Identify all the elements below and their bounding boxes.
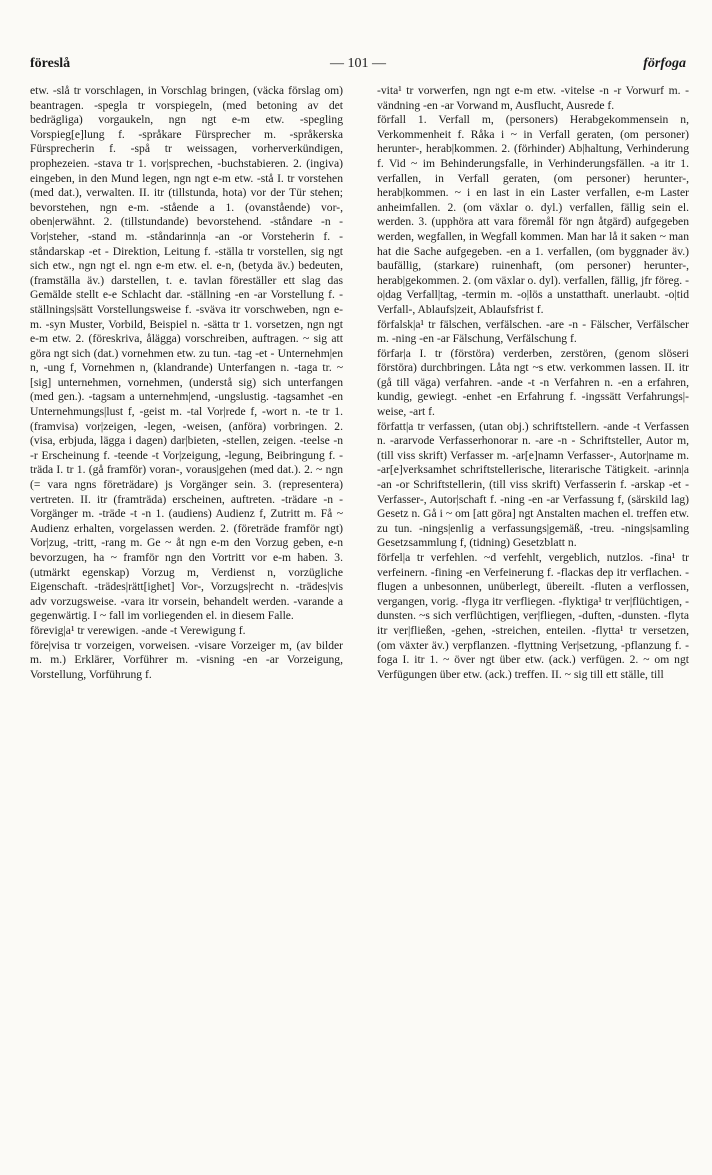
dictionary-entry: förfel|a tr verfehlen. ~d verfehlt, vergeblich, nutzlos. -fina¹ tr verfeinern. -fining -en Verfeinerung f. -flackas dep itr verflachen. -flugen a unbesonnen, unüberlegt, übereilt. -fluten a verflossen, vergangen, vorig. -flyga itr verfliegen. -flyktiga¹ tr ver|flüchtigen, -dunsten. ~s sich verflüchtigen, ver|fliegen, -duften, -dunsten. -flyta itr ver|fließen, -gehen, -streichen, enteilen. -flytta¹ tr versetzen, (om växter äv.) verpflanzen. -flyttning Ver|setzung, -pflanzung f. -foga I. itr 1. ~ över ngt über etw. (ack.) verfügen. 2. ~ om ngt Verfügungen über etw. (ack.) treffen. II. ~ sig till ett ställe, till [377, 551, 689, 681]
running-header [30, 56, 686, 82]
dictionary-entry: före|visa tr vorzeigen, vorweisen. -visare Vorzeiger m, (av bilder m. m.) Erklärer, Vorführer m. -visning -en -ar Vorzeigung, Vorstellung, Vorführung f. [30, 638, 343, 681]
page-number: — 101 — [330, 56, 386, 71]
dictionary-entry: förfalsk|a¹ tr fälschen, verfälschen. -are -n - Fälscher, Verfälscher m. -ning -en -ar Fälschung, Verfälschung f. [377, 317, 689, 346]
dictionary-entry: etw. -slå tr vorschlagen, in Vorschlag bringen, (väcka förslag om) beantragen. -spegla tr vorspiegeln, (med betoning av det bedrägliga) vorgaukeln, ngn ngt e-m etw. -spegling Vorspieg[e]lung f. -språkare Fürsprecher m. -språkerska Fürsprecherin f. -spå tr weissagen, vorherverkündigen, prophezeien. -stava tr 1. vor|sprechen, -buchstabieren. 2. (ingiva) eingeben, in den Mund legen, ngn ngt e-m etw. -stå I. tr vorstehen (med dat.), verwalten. II. itr (tillstunda, hota) vor der Tür stehen; bevorstehen, ngn e-m. -stående a 1. (ovanstående) vor-, oben|erwähnt. 2. (tillstundande) bevorstehend. -ståndare -n - Vor|steher, -stand m. -ståndarinn|a -an -or Vorsteherin f. -ståndarskap -et - Direktion, Leitung f. -ställa tr vorstellen, sig ngt sich etw., ngn ngt el. ngn e-m etw. el. e-n, (betyda äv.) bedeuten, (framställa äv.) darstellen, t. e. tavlan föreställer ett slag das Gemälde stellt e-e Schlacht dar. -ställning -en -ar Vorstellung f. -ställnings|sätt Vorstellungsweise f. -sväva itr vorschweben, ngn e-m. -syn Muster, Vorbild, Beispiel n. -sätta tr 1. vorsetzen, ngn ngt e-m etw. 2. (föreskriva, ålägga) vorschreiben, auftragen. ~ sig att göra ngt sich (dat.) vornehmen etw. zu tun. -tag -et - Unternehm|en n, -ung f, Vornehmen n, (klandrande) Unterfangen n. -taga tr. ~ [sig] unternehmen, vornehmen, (understå sig) sich unterfangen (med gen.). -tagsam a unternehm|end, -ungslustig. -tagsamhet -en Unternehmungs|lust f, -geist m. -tal Vor|rede f, -wort n. -te tr 1. (framvisa) vor|zeigen, -legen, -weisen, (anföra) vorbringen. 2. (visa, erbjuda, lägga i dagen) dar|bieten, -stellen, zeigen. -teelse -n -r Erscheinung f. -teende -t Vor|zeigung, -legung, Beibringung f. -träda I. tr 1. (gå framför) voran-, voraus|gehen (med dat.). 2. ~ ngn (= vara ngns företrädare) js Vorgänger sein. 3. (representera) vertreten. II. itr (framträda) erscheinen, auftreten. -trädare -n - Vorgänger m. -träde -t -n 1. (audiens) Audienz f, Zutritt m. Få ~ Audienz erhalten, vorgelassen werden. 2. (företräde framför ngt) Vor|zug, -tritt, -rang m. Ge ~ åt ngn e-m den Vorzug geben, e-n bevorzugen, ha ~ framför ngn den Vortritt vor e-m haben. 3. (utmärkt egenskap) Vorzug m, Verdienst n, vorzügliche Eigenschaft. -trädes|rätt[ighet] Vor-, Vorzugs|recht n. -trädes|vis adv vorzugsweise. -vara itr vorsein, behandelt werden. -varande a gegenwärtig. I ~ fall im vorliegenden el. in diesem Falle. [30, 84, 343, 623]
left-column [30, 84, 343, 682]
right-headword: förfoga [643, 56, 686, 71]
dictionary-entry: förfar|a I. tr (förstöra) verderben, zerstören, (genom slöseri förstöra) durchbringen. Låta ngt ~s etw. verkommen lassen. II. itr (gå till väga) verfahren. -ande -t -n Verfahren n. -en a erfahren, kundig, gewiegt. -enhet -en Erfahrung f. -ingssätt Verfahrungs|-weise, -art f. [377, 346, 689, 419]
left-headword: föreslå [30, 56, 71, 71]
dictionary-entry: förevig|a¹ tr verewigen. -ande -t Verewigung f. [30, 623, 246, 637]
dictionary-entry: författ|a tr verfassen, (utan obj.) schriftstellern. -ande -t Verfassen n. -ararvode Verfasserhonorar n. -are -n - Schriftsteller, Autor m, (till viss skrift) Verfasser m. -ar[e]namn Verfasser-, Autor|name m. -ar[e]verksamhet schriftstellerische, literarische Tätigkeit. -arinn|a -an -or Schriftstellerin, (till viss skrift) Verfasserin f. -arskap -et - Verfasser-, Autor|schaft f. -ning -en -ar Verfassung f, (särskild lag) Gesetz n. Gå i ~ om [att göra] ngt Anstalten machen el. treffen etw. zu tun. -nings|enlig a verfassungs|gemäß, -treu. -nings|samling Gesetzsammlung f, (tidning) Gesetzblatt n. [377, 419, 689, 550]
dictionary-entry: förfall 1. Verfall m, (personers) Herabgekommensein n, Verkommenheit f. Råka i ~ in Verfall geraten, (om personer) herunter-, herab|kommen. 2. (förhinder) Ab|haltung, Verhinderung f. Vid ~ im Behinderungsfalle, in Verhinderungsfällen. -a itr 1. verfallen, in Verfall geraten, (om personer) herunter-, herab|kommen. ~ i en last in ein Laster verfallen, e-m Laster anheimfallen. 2. (om växlar o. dyl.) verfallen, fällig sein el. werden. 3. (upphöra att vara föremål för ngn åtgärd) aufgegeben werden, wegfallen, in Wegfall kommen. Man har lå it saken ~ man hat die Sache aufgegeben. -en a 1. verfallen, (om byggnader äv.) baufällig, (starkare) ruinenhaft, (om personer) herunter-, herab|gekommen. 2. (om växlar o. dyl). verfallen, fällig, jfr föreg. -o|dag Verfall|tag, -termin m. -o|lös a unstatthaft. unerlaubt. -o|tid Verfall-, Ablaufs|zeit, Ablaufsfrist f. [377, 113, 689, 316]
dictionary-entry: -vita¹ tr vorwerfen, ngn ngt e-m etw. -vitelse -n -r Vorwurf m. -vändning -en -ar Vorwand m, Ausflucht, Ausrede f. [377, 84, 689, 112]
right-column [377, 84, 689, 682]
